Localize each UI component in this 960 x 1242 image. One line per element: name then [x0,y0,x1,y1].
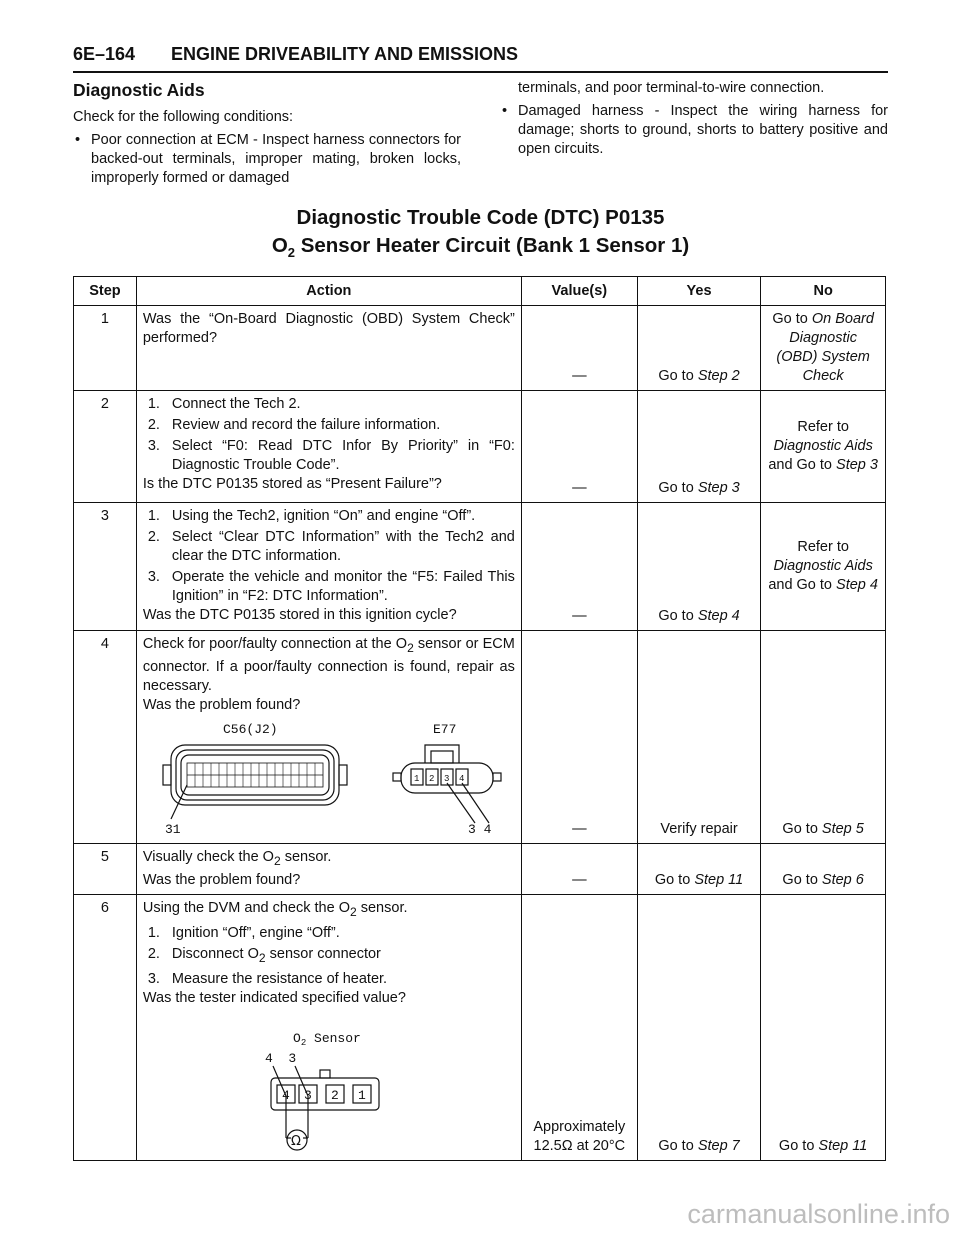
substep: 1. Ignition “Off”, engine “Off”. [147,924,340,941]
step-value: Approximately 12.5Ω at 20°C [521,894,637,1160]
dtc-subtitle: $O_2$ Sensor Heater Circuit (Bank 1 Sensor 1) [271,234,690,261]
step-no: Refer to Diagnostic Aids and Go to Step 3 [761,391,886,503]
header-action: Action [136,277,521,306]
step-question: Was the DTC P0135 stored in this ignition cycle? [142,607,457,623]
page-number: 6E–164 [73,44,136,64]
diagnostic-aids-left-column [73,81,461,188]
page-header [73,44,518,65]
watermark: carmanualsonline.info [687,1199,950,1229]
step-question: Was the tester indicated specified value? [142,989,406,1006]
step-value: — [521,844,637,895]
svg-text:3: 3 [443,773,450,784]
substep: 1. Connect the Tech 2. [147,396,301,412]
step-number: 4 [74,631,137,844]
table-header-row [74,277,886,306]
table-row [74,844,886,895]
step-no: Refer to Diagnostic Aids and Go to Step 4 [761,503,886,631]
step-value: — [521,306,637,391]
svg-text:4: 4 [458,773,465,784]
step-value: — [521,503,637,631]
pin-label-3-4: 3 4 [467,821,492,837]
substep: 1. Using the Tech2, ignition “On” and engine “Off”. [147,508,476,524]
step-number: 2 [74,391,137,503]
substep: 3. Select “F0: Read DTC Infor By Priority” in “F0: Diagnostic Trouble Code”. [147,438,515,473]
step-number: 3 [74,503,137,631]
diagnostic-aids-intro: Check for the following conditions: [73,109,294,125]
connector-label-c56: C56(J2) [222,721,278,737]
step-action: Visually check the $O_2$ sensor. Was the problem found? [136,844,521,895]
header-step: Step [74,277,137,306]
connector-label-e77: E77 [432,721,457,737]
diagnostic-aids-heading: Diagnostic Aids [73,80,205,100]
step-yes: Go to Step 2 [637,306,761,391]
substep: 2. Review and record the failure information. [147,417,441,433]
svg-text:1: 1 [413,773,420,784]
svg-text:2: 2 [330,1087,339,1103]
substep-list [143,924,515,989]
substep: 2. Select “Clear DTC Information” with the Tech2 and clear the DTC information. [147,529,515,564]
step-no: Go to Step 11 [761,894,886,1160]
ecm-connector-diagram [143,717,515,839]
diagnostic-aids-bullet-damaged-harness: • Damaged harness - Inspect the wiring harness for damage; shorts to ground, shorts to battery positive and open circuits. [500,102,888,159]
table-row [74,391,886,503]
step-action: Using the DVM and check the $O_2$ sensor. 1. Ignition “Off”, engine “Off”. 2. Disconnect $O_2$ sensor connector 3. Measure the resistance of heater. Was the tester indicated specified value? $O_2$ Sensor 4 3 4 3 2 1 Ω [136,894,521,1160]
svg-text:3: 3 [303,1087,312,1103]
header-rule [73,71,888,73]
step-action: Check for poor/faulty connection at the $O_2$ sensor or ECM connector. If a poor/faulty connection is found, repair as necessary. Was the problem found? C56(J2) E77 31 1 2 3 4 3 4 [136,631,521,844]
step-question: Was the problem found? [142,696,301,713]
step-no: Go to Step 6 [761,844,886,895]
header-yes: Yes [637,277,761,306]
substep: 3. Measure the resistance of heater. [147,970,388,987]
dtc-title: Diagnostic Trouble Code (DTC) P0135 [296,206,665,229]
table-row [74,306,886,391]
o2-sensor-diagram [143,1016,515,1156]
step-question: Is the DTC P0135 stored as “Present Failure”? [142,476,442,492]
dtc-procedure-table [73,276,886,1161]
step-action: Was the “On-Board Diagnostic (OBD) System Check” performed? [136,306,521,391]
substep-list [143,395,515,475]
table-row [74,503,886,631]
diagnostic-aids-right-column [500,79,888,159]
step-action [136,503,521,631]
substep: 3. Operate the vehicle and monitor the “F5: Failed This Ignition” in “F2: DTC Information”. [147,569,515,604]
step-yes: Go to Step 3 [637,391,761,503]
e77-terminal-labels [414,774,464,784]
substep: 2. Disconnect $O_2$ sensor connector [147,945,381,965]
diagnostic-aids-list-continued [500,102,888,159]
step-number: 5 [74,844,137,895]
e77-connector-icon [393,745,501,823]
diagnostic-aids-list [73,131,461,188]
step-value: — [521,631,637,844]
svg-text:2: 2 [428,773,435,784]
step-number: 6 [74,894,137,1160]
table-row [74,631,886,844]
step-number: 1 [74,306,137,391]
pin-label-31: 31 [164,821,181,837]
step-yes: Verify repair [637,631,761,844]
step-no: Go to Step 5 [761,631,886,844]
step-no: Go to On Board Diagnostic (OBD) System Check [761,306,886,391]
c56-connector-icon [163,745,347,819]
step-yes: Go to Step 7 [637,894,761,1160]
o2-sensor-label: $O_2$ Sensor [292,1030,361,1048]
ohm-symbol: Ω [290,1133,301,1149]
header-values: Value(s) [521,277,637,306]
step-yes: Go to Step 4 [637,503,761,631]
substep-list [143,507,515,606]
step-question: Was the problem found? [142,871,301,888]
svg-text:1: 1 [357,1087,366,1103]
step-action [136,391,521,503]
diagnostic-aids-bullet-poor-connection: • Poor connection at ECM - Inspect harness connectors for backed-out terminals, improper mating, broken locks, improperly formed or damaged [73,131,461,188]
step-value: — [521,391,637,503]
diagnostic-aids-bullet-continuation: terminals, and poor terminal-to-wire connection. [518,80,825,96]
table-row [74,894,886,1160]
page-section-title: ENGINE DRIVEABILITY AND EMISSIONS [171,44,519,64]
step-yes: Go to Step 11 [637,844,761,895]
svg-text:4: 4 [281,1087,290,1103]
header-no: No [761,277,886,306]
pin-labels-4-3: 4 3 [264,1050,297,1066]
